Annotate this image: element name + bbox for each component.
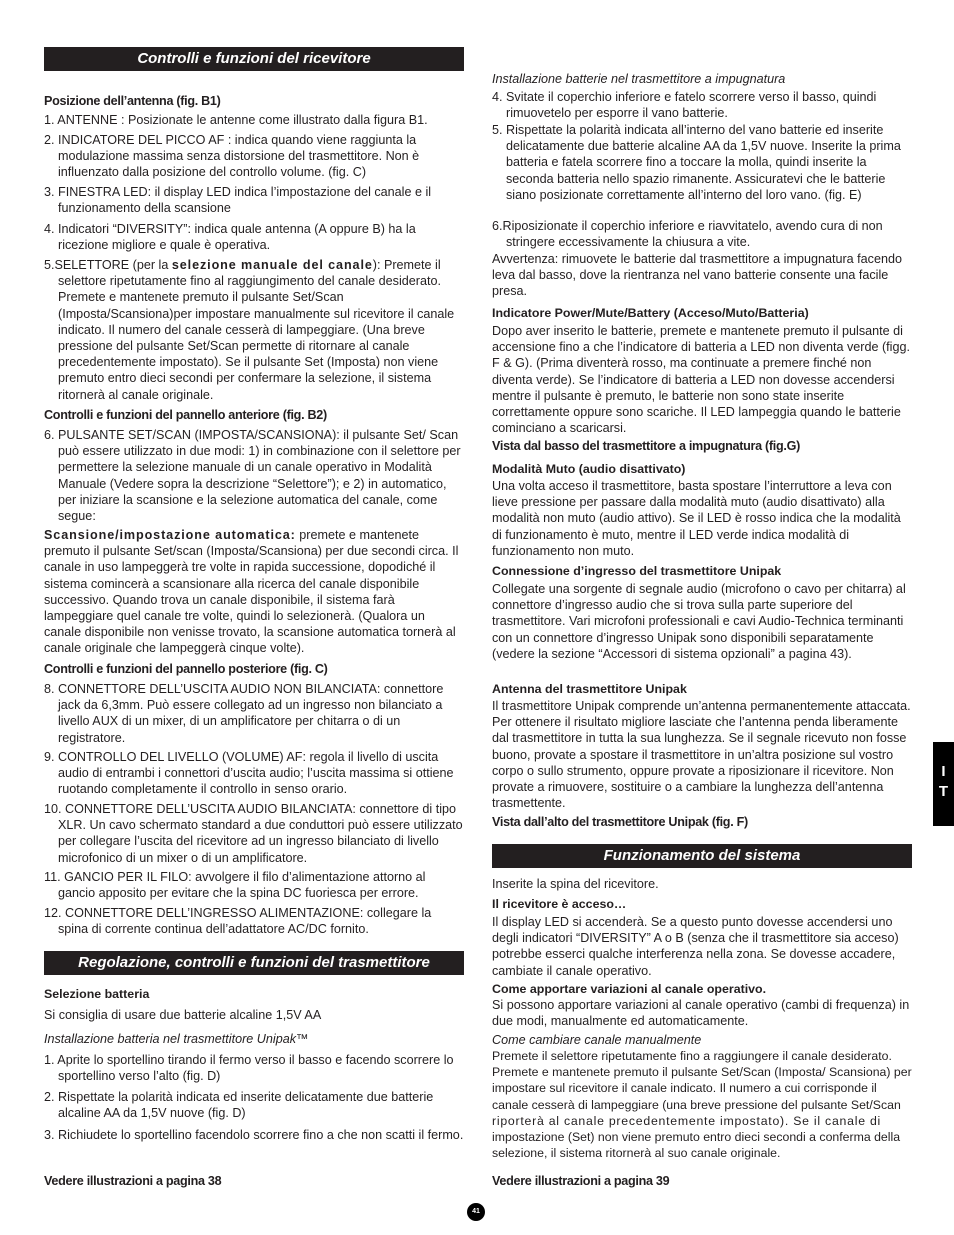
list-item: 12. CONNETTORE DELL’INGRESSO ALIMENTAZIONE: collegare la spina di corrente continua dell’adattatore AC/DC fornito. [44,906,432,937]
manual-text-a: Premete il selettore ripetutamente fino a raggiungere il canale desiderato. Premete e mantenete premuto il pulsante Set/Scan (Imposta/ Scansiona) per impostare sul ricevitore il canale indicato. Il numero a cui corrisponde il canale cesserà di lampeggiare (una breve pressione del pulsante Set/Scan [492,1049,912,1112]
list-item: 6. PULSANTE SET/SCAN (IMPOSTA/SCANSIONA): il pulsante Set/ Scan può essere utilizzato in due modi: 1) in combinazione con il selettore per permettere la selezione manuale di un canale operativo in Modalità Manuale (Vedere sopra la descrizione “Selettore”); e 2) in automatico, per iniziare la scansione e la selezione automatica del canale, come segue: [44,428,461,524]
list-item: 10. CONNETTORE DELL’USCITA AUDIO BILANCIATA: connettore di tipo XLR. Un cavo schermato standard a due conduttori può essere utilizzato per collegare l’uscita del ricevitore ad un ingresso bilanciato di livello microfonico di un mixer o di un amplificatore. [44,802,463,865]
manual-text-c: impostazione (Set) non viene premuto entro dieci secondi a conferma della selezione, il sistema ritornerà al suo canale originale. [492,1130,901,1161]
selector-text-post: ): Premete il selettore ripetutamente fino al raggiungimento del canale desiderato. Premete e mantenete premuto il pulsante Set/Scan (Imposta/Scansiona)per impostare manualmente sul ricevitore il canale indicato. Il numero del canale cesserà di lampeggiare. (Una breve pressione del pulsante Set/Scan permette di ritornare al canale precedentemente impostato). Se il pulsante Set (Imposta) non viene premuto entro dieci secondi per confermare la selezione, il sistema ritornerà al canale originale. [58,258,455,402]
input-connection-heading: Connessione d’ingresso del trasmettitore Unipak [492,564,782,578]
list-item: 4. Indicatori “DIVERSITY”: indica quale antenna (A oppure B) ha la ricezione migliore e quale è operativa. [44,222,416,253]
bottom-view-caption: Vista dal basso del trasmettitore a impugnatura (fig.G) [492,439,800,453]
receiver-on-text: Il display LED si accenderà. Se a questo punto dovesse accendersi uno degli indicatori “DIVERSITY” A o B (senza che il trasmettitore sia acceso) potrebbe esserci qualche interferenza nella zona. Se dovesse accadere, cambiate il canale operativo. [492,915,899,978]
selector-text-bold: selezione manuale del canale [171,258,373,272]
auto-scan-text: premete e mantenete premuto il pulsante Set/scan (Imposta/Scansiona) per due secondi circa. Il canale in uso lampeggerà tre volte in rapida successione, dopodiché il sistema comincerà a scansionare alla ricerca del canale disponibile successivo. Quando trova un canale disponibile, il sistema farà lampeggiare quel canale tre volte, quindi lo selezionerà. (Qualora un canale disponibile non venisse trovato, la scansione automatica tornerà al canale originale che lampeggerà cinque volte). [44,528,459,656]
selector-text-pre: 5.SELETTORE (per la [44,258,172,272]
see-illustrations-38: Vedere illustrazioni a pagina 38 [44,1174,222,1188]
language-tab [933,742,954,826]
battery-text: Si consiglia di usare due batterie alcaline 1,5V AA [44,1008,322,1022]
power-indicator-text: Dopo aver inserito le batterie, premete e mantenete premuto il pulsante di accensione fino a che l’indicatore di batteria a LED non diventa verde (figg. F & G). (Prima diventerà rosso, ma continuate a premere finché non diventa verde). Se l’indicatore di batteria a LED non dovesse accendersi mentre il pulsante è premuto, le batterie non sono state inserite correttamente oppure sono scariche. Il LED lampeggia quando le batterie cominciano a scaricarsi. [492,324,910,436]
page-number: 41 [467,1203,485,1221]
section-header-system-operation: Funzionamento del sistema [492,844,912,868]
list-item: 3. Richiudete lo sportellino facendolo scorrere fino a che non scatti il fermo. [44,1128,464,1142]
mute-mode-heading: Modalità Muto (audio disattivato) [492,462,686,476]
power-indicator-heading: Indicatore Power/Mute/Battery (Acceso/Muto/Batteria) [492,306,809,320]
top-view-caption: Vista dall’alto del trasmettitore Unipak (fig. F) [492,815,748,829]
list-item: 9. CONTROLLO DEL LIVELLO (VOLUME) AF: regola il livello di uscita audio di entrambi i connettori d’uscita audio; l’uscita massima si ottiene ruotando completamente il controllo in senso orario. [44,750,454,797]
manual-text-b: riporterà al canale precedentemente impostato). Se il canale di [492,1113,882,1128]
antenna-text: Il trasmettitore Unipak comprende un’antenna permanentemente attaccata. Per ottenere il risultato migliore lasciate che l’antenna penda liberamente dal trasmettitore in tutta la sua lunghezza. Se il segnale ricevuto non fosse buono, provate a spostare il trasmettitore in un’altra posizione sul vostro corpo o sullo strumento, oppure provate a riposizionare il ricevitore. Non provate a rimuovere, sostituire o a cambiare la lunghezza dell’antenna trasmettente. [492,699,911,811]
list-item: 4. Svitate il coperchio inferiore e fatelo scorrere verso il basso, quindi rimuovetelo per esporre il vano batterie. [492,90,877,121]
list-item-selector [44,257,464,403]
auto-scan-paragraph [44,527,464,657]
list-item: 1. Aprite lo sportellino tirando il fermo verso il basso e facendo scorrere lo sportellino verso l’alto (fig. D) [44,1053,454,1084]
antenna-heading: Antenna del trasmettitore Unipak [492,682,687,696]
plug-text: Inserite la spina del ricevitore. [492,877,659,891]
manual-change-heading: Come cambiare canale manualmente [492,1033,702,1047]
list-item: 8. CONNETTORE DELL’USCITA AUDIO NON BILANCIATA: connettore jack da 6,3mm. Può essere collegato ad un ingresso non bilanciato a livello AUX di un mixer, di un amplificatore per chitarra o di un registratore. [44,682,444,745]
input-connection-text: Collegate una sorgente di segnale audio (microfono o cavo per chitarra) al connettore d’ingresso audio che si trova sulla parte superiore del trasmettitore. Vari microfoni professionali e cavi Audio-Technica terminanti con un connettore d’ingresso Unipak sono disponibili separatamente (vedere la sezione “Accessori di sistema opzionali” a pagina 43). [492,582,906,661]
battery-selection-heading: Selezione batteria [44,987,150,1001]
manual-change-text [492,1048,912,1161]
list-item: 5. Rispettate la polarità indicata all’interno del vano batterie ed inserite delicatamente due batterie alcaline AA da 1,5V nuove. Inserite la prima batteria e fatela scorrere fino a toccare la molla, quindi inserite la seconda batteria nello spazio rimanente. Assicuratevi che le batterie siano posizionate correttamente all’interno del loro vano. (fig. E) [492,123,901,202]
change-channel-text: Si possono apportare variazioni al canale operativo (cambi di frequenza) in due modi, manualmente ed automaticamente. [492,998,910,1029]
list-item: 6.Riposizionate il coperchio inferiore e riavvitatelo, avendo cura di non stringere eccessivamente la chiusura a vite. [492,219,883,250]
list-item: 2. INDICATORE DEL PICCO AF : indica quando viene raggiunta la modulazione massima senza distorsione del trasmettitore. Non è influenzato dalla posizione del controllo volume. (fig. C) [44,133,420,180]
list-item: 3. FINESTRA LED: il display LED indica l’impostazione del canale e il funzionamento della scansione [44,185,432,216]
see-illustrations-39: Vedere illustrazioni a pagina 39 [492,1174,670,1188]
receiver-on-heading: Il ricevitore è acceso… [492,897,627,911]
front-panel-heading: Controlli e funzioni del pannello anteriore (fig. B2) [44,408,327,422]
rear-panel-heading: Controlli e funzioni del pannello posteriore (fig. C) [44,662,328,676]
change-channel-heading: Come apportare variazioni al canale operativo. [492,982,767,996]
list-item: 1. ANTENNE : Posizionate le antenne come illustrato dalla figura B1. [44,113,428,127]
lang-letter: I [941,763,946,780]
section-header-transmitter: Regolazione, controlli e funzioni del trasmettitore [44,951,464,975]
mute-mode-text: Una volta acceso il trasmettitore, basta spostare l’interruttore a leva con lieve pressione per passare dalla modalità muto (audio disattivato) alla modalità non muto (audio attivo). Se il LED è rosso indica che la modalità di funzionamento è muto, mentre il LED verde indica modalità di funzionamento non muto. [492,479,901,558]
handheld-battery-install-heading: Installazione batterie nel trasmettitore a impugnatura [492,72,786,86]
list-item: 11. GANCIO PER IL FILO: avvolgere il filo d’alimentazione attorno al gancio apposito per evitare che la spina DC fuoriesca per errore. [44,870,426,901]
warning-text: Avvertenza: rimuovete le batterie dal trasmettitore a impugnatura facendo leva dal basso, dove la rientranza nel vano batterie consente una facile presa. [492,252,902,299]
antenna-position-heading: Posizione dell’antenna (fig. B1) [44,94,221,108]
list-item: 2. Rispettate la polarità indicata ed inserite delicatamente due batterie alcaline AA da 1,5V nuove (fig. D) [44,1090,434,1121]
lang-letter: T [938,783,949,800]
section-header-receiver-controls: Controlli e funzioni del ricevitore [44,47,464,71]
unipak-battery-install-heading: Installazione batteria nel trasmettitore Unipak™ [44,1032,309,1046]
auto-scan-label: Scansione/impostazione automatica: [44,528,296,542]
